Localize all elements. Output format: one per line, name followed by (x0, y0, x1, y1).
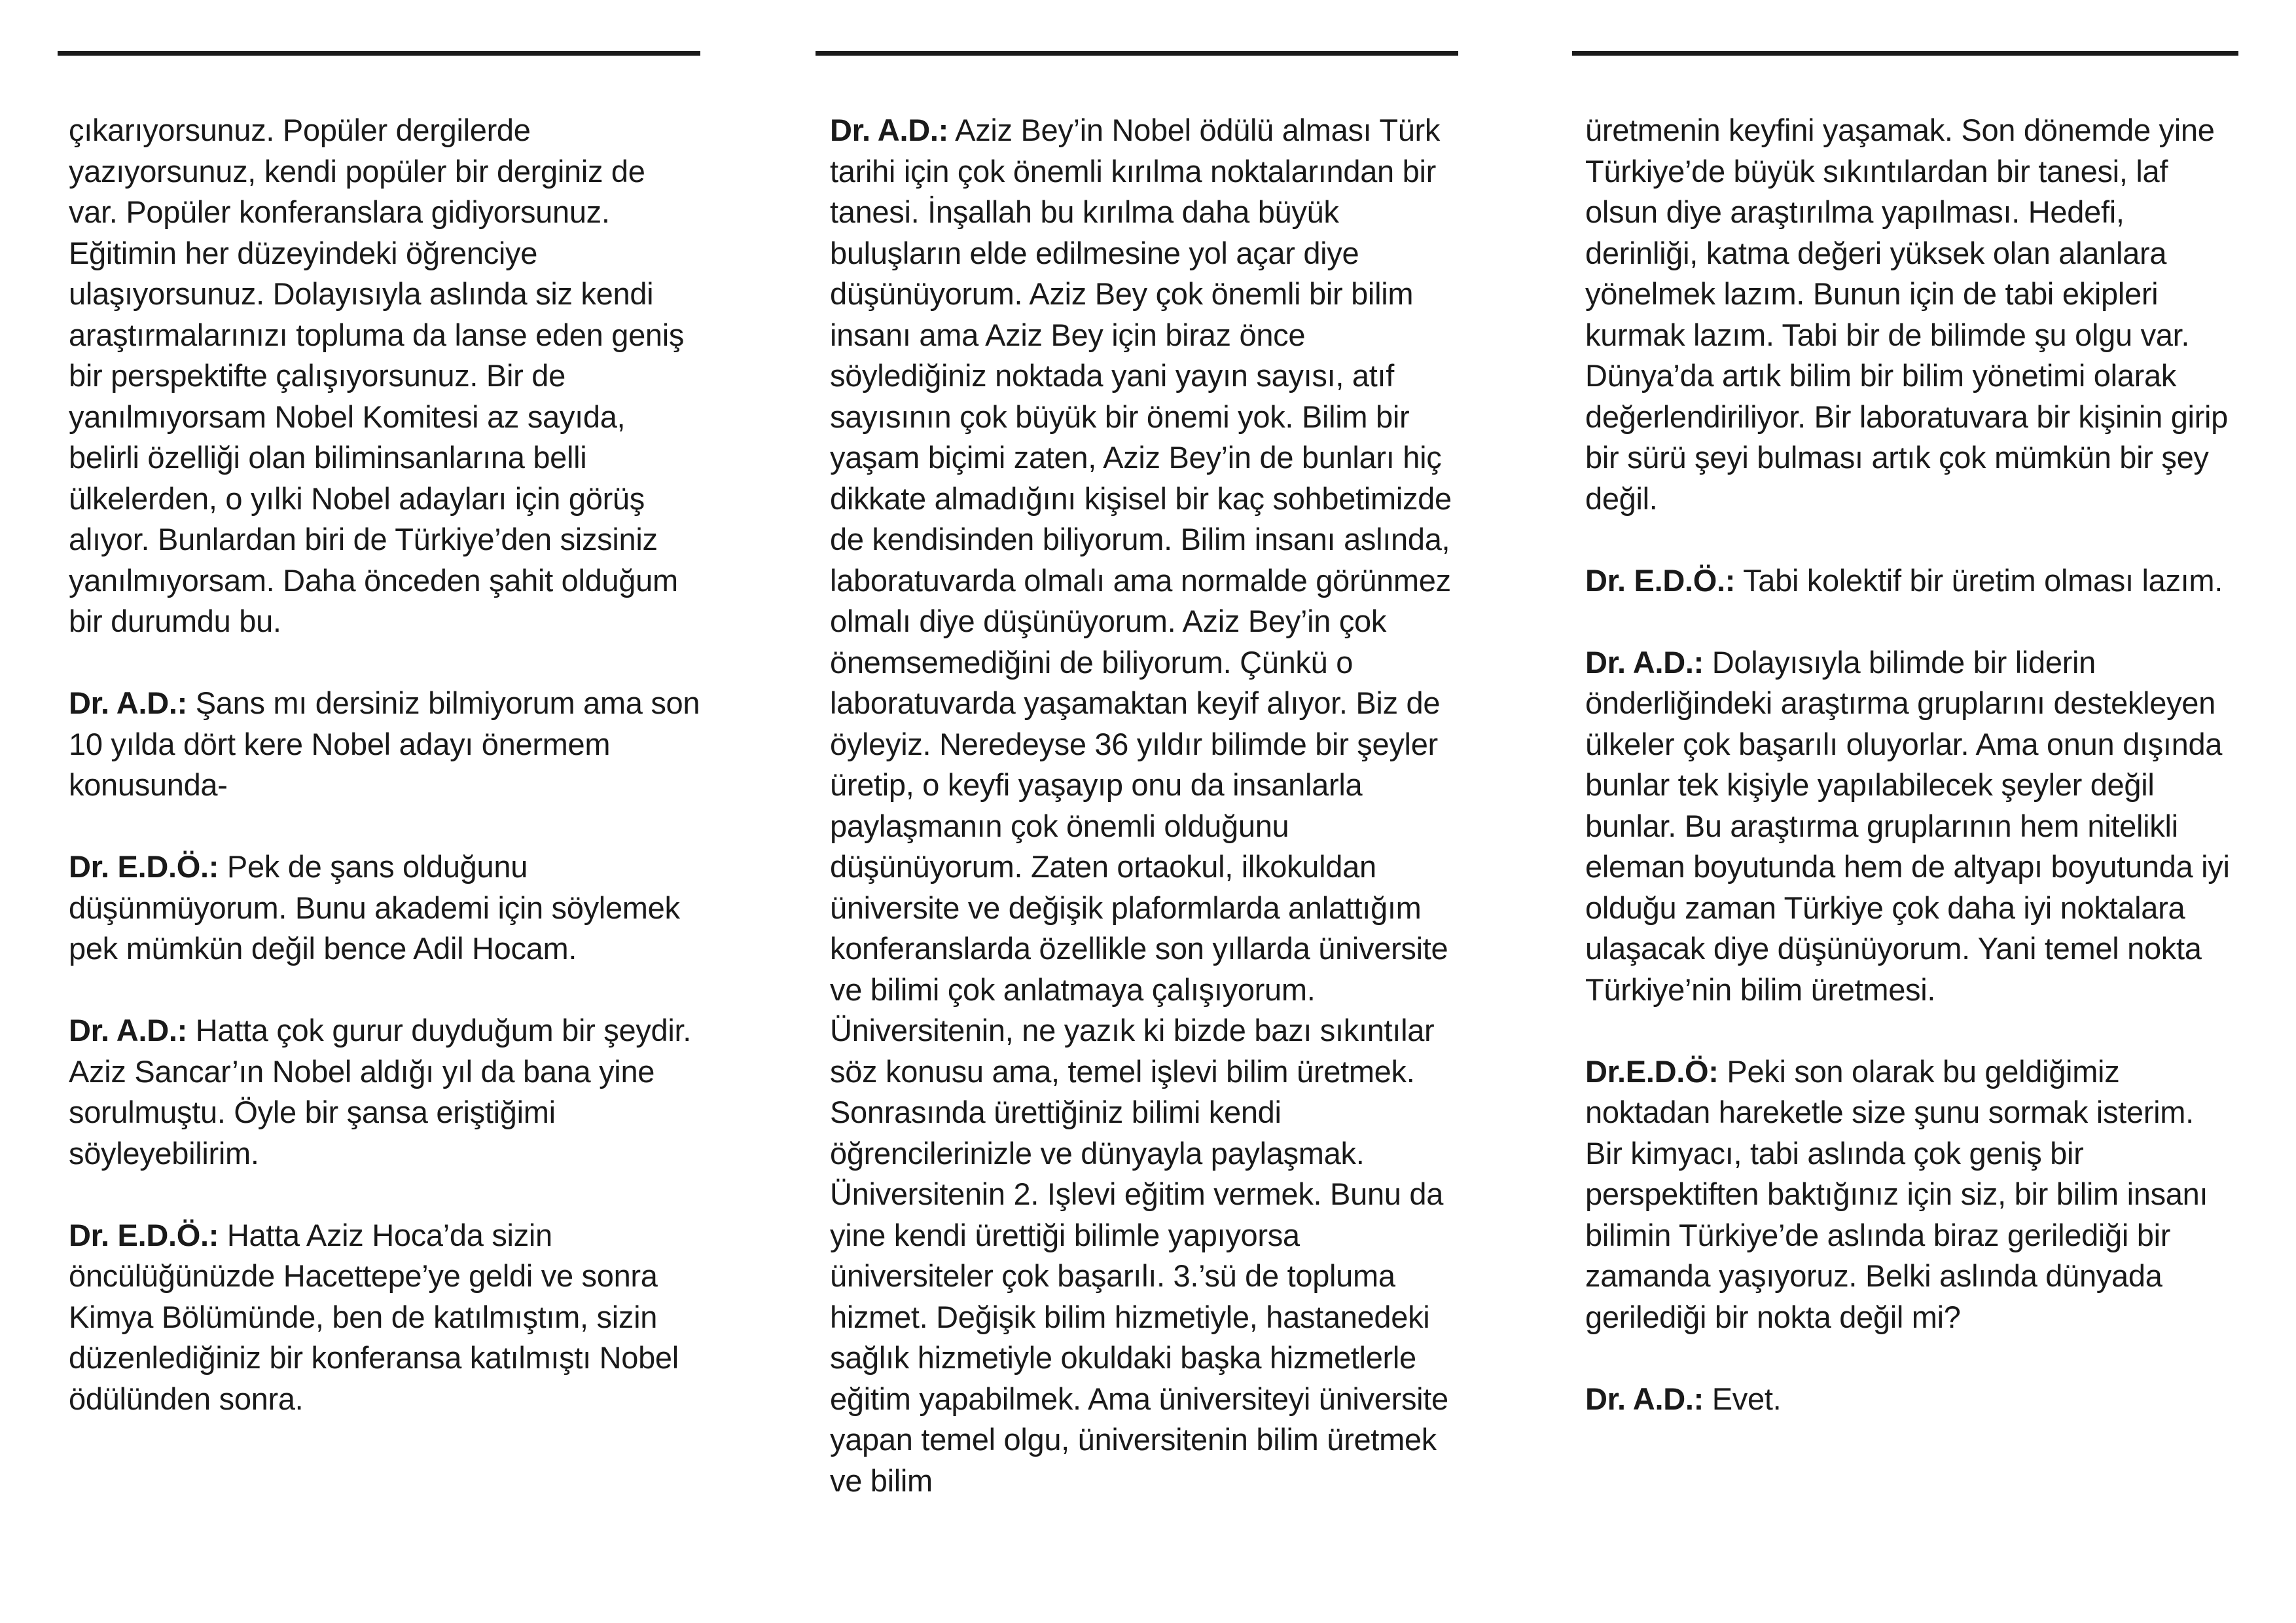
paragraph-text: Evet. (1712, 1381, 1782, 1416)
column-2 (816, 0, 1458, 1623)
paragraph (1585, 1051, 2238, 1338)
column-top-rule (1572, 51, 2238, 56)
paragraph-text: Hatta çok gurur duyduğum bir şeydir. Aziz Sancar’ın Nobel aldığı yıl da bana yine sorulmuştu. Öyle bir şansa eriştiğimi söyleyebilirim. (69, 1013, 691, 1171)
paragraph (1585, 110, 2238, 519)
paragraph (69, 1010, 700, 1174)
speaker-label: Dr.E.D.Ö: (1585, 1053, 1719, 1089)
paragraph-text: Şans mı dersiniz bilmiyorum ama son 10 yılda dört kere Nobel adayı önermem konusunda- (69, 685, 700, 802)
column-top-rule (816, 51, 1458, 56)
column-top-rule (58, 51, 700, 56)
paragraph (69, 847, 700, 970)
column-3 (1572, 0, 2238, 1623)
paragraph (69, 1215, 700, 1420)
paragraph (1585, 560, 2238, 602)
column-text (69, 110, 700, 1461)
column-text (1585, 110, 2238, 1461)
paragraph-text: Pek de şans olduğunu düşünmüyorum. Bunu akademi için söylemek pek mümkün değil bence Adil Hocam. (69, 849, 680, 966)
speaker-label: Dr. A.D.: (1585, 1381, 1704, 1416)
paragraph-text: Tabi kolektif bir üretim olması lazım. (1743, 562, 2223, 598)
paragraph-text: üretmenin keyfini yaşamak. Son dönemde yine Türkiye’de büyük sıkıntılardan bir tanesi, laf olsun diye araştırılma yapılması. Hedefi, derinliği, katma değeri yüksek olan alanlara yönelmek lazım. Bunun için de tabi ekipleri kurmak lazım. Tabi bir de bilimde şu olgu var. Dünya’da artık bilim bir bilim yönetimi olarak değerlendiriliyor. Bir laboratuvara bir kişinin girip bir sürü şeyi bulması artık çok mümkün bir şey değil. (1585, 113, 2229, 516)
speaker-label: Dr. E.D.Ö.: (1585, 562, 1736, 598)
paragraph (1585, 642, 2238, 1011)
paragraph-text: Dolayısıyla bilimde bir liderin önderliğindeki araştırma gruplarını destekleyen ülkeler çok başarılı oluyorlar. Ama onun dışında bunlar tek kişiyle yapılabilecek şeyler değil bunlar. Bu araştırma gruplarının hem nitelikli eleman boyutunda hem de altyapı boyutunda iyi olduğu zaman Türkiye çok daha iyi noktalara ulaşacak diye düşünüyorum. Yani temel nokta Türkiye’nin bilim üretmesi. (1585, 644, 2230, 1007)
paragraph (1585, 1379, 2238, 1420)
speaker-label: Dr. A.D.: (69, 1013, 187, 1048)
speaker-label: Dr. A.D.: (830, 113, 948, 147)
paragraph-text: Aziz Bey’in Nobel ödülü alması Türk tarihi için çok önemli kırılma noktalarından bir tanesi. İnşallah bu kırılma daha büyük buluşların elde edilmesine yol açar diye düşünüyorum. Aziz Bey çok önemli bir bilim insanı ama Aziz Bey için biraz önce söylediğiniz noktada yani yayın sayısı, atıf sayısının çok büyük bir önemi yok. Bilim bir yaşam biçimi zaten, Aziz Bey’in de bunları hiç dikkate almadığını kişisel bir kaç sohbetimizde de kendisinden biliyorum. Bilim insanı aslında, laboratuvarda olmalı ama normalde görünmez olmalı diye düşünüyorum. Aziz Bey’in çok önemsemediğini de biliyorum. Çünkü o laboratuvarda yaşamaktan keyif alıyor. Biz de öyleyiz. Neredeyse 36 yıldır bilimde bir şeyler üretip, o keyfi yaşayıp onu da insanlarla paylaşmanın çok önemli olduğunu düşünüyorum. Zaten ortaokul, ilkokuldan üniversite ve değişik plaformlarda anlattığım konferanslarda özellikle son yıllarda üniversite ve bilimi çok anlatmaya çalışıyorum. Üniversitenin, ne yazık ki bizde bazı sıkıntılar söz konusu ama, temel işlevi bilim üretmek. Sonrasında ürettiğiniz bilimi kendi öğrencilerinizle ve dünyayla paylaşmak. Üniversitenin 2. Işlevi eğitim vermek. Bunu da yine kendi ürettiği bilimle yapıyorsa üniversiteler çok başarılı. 3.’sü de topluma hizmet. Değişik bilim hizmetiyle, hastanedeki sağlık hizmetiyle okuldaki başka hizmetlerle eğitim yapabilmek. Ama üniversiteyi üniversite yapan temel olgu, üniversitenin bilim üretmek ve bilim (830, 113, 1452, 1498)
column-1 (58, 0, 700, 1623)
speaker-label: Dr. E.D.Ö.: (69, 849, 219, 884)
paragraph-text: Hatta Aziz Hoca’da sizin öncülüğünüzde Hacettepe’ye geldi ve sonra Kimya Bölümünde, ben de katılmıştım, sizin düzenlediğiniz bir konferansa katılmıştı Nobel ödülünden sonra. (69, 1217, 679, 1416)
column-text (830, 110, 1458, 1542)
paragraph-text: Peki son olarak bu geldiğimiz noktadan hareketle size şunu sormak isterim. Bir kimyacı, tabi aslında çok geniş bir perspektiften baktığınız için siz, bir bilim insanı bilimin Türkiye’de aslında biraz gerilediği bir zamanda yaşıyoruz. Belki aslında dünyada gerilediği bir nokta değil mi? (1585, 1053, 2208, 1334)
paragraph (69, 683, 700, 806)
speaker-label: Dr. E.D.Ö.: (69, 1217, 219, 1252)
paragraph (69, 110, 700, 642)
paragraph (830, 110, 1458, 1501)
speaker-label: Dr. A.D.: (69, 685, 187, 720)
paragraph-text: çıkarıyorsunuz. Popüler dergilerde yazıyorsunuz, kendi popüler bir derginiz de var. Popüler konferanslara gidiyorsunuz. Eğitimin her düzeyindeki öğrenciye ulaşıyorsunuz. Dolayısıyla aslında siz kendi araştırmalarınızı topluma da lanse eden geniş bir perspektifte çalışıyorsunuz. Bir de yanılmıyorsam Nobel Komitesi az sayıda, belirli özelliği olan biliminsanlarına belli ülkelerden, o yılki Nobel adayları için görüş alıyor. Bunlardan biri de Türkiye’den sizsiniz yanılmıyorsam. Daha önceden şahit olduğum bir durumdu bu. (69, 113, 685, 638)
speaker-label: Dr. A.D.: (1585, 644, 1704, 680)
